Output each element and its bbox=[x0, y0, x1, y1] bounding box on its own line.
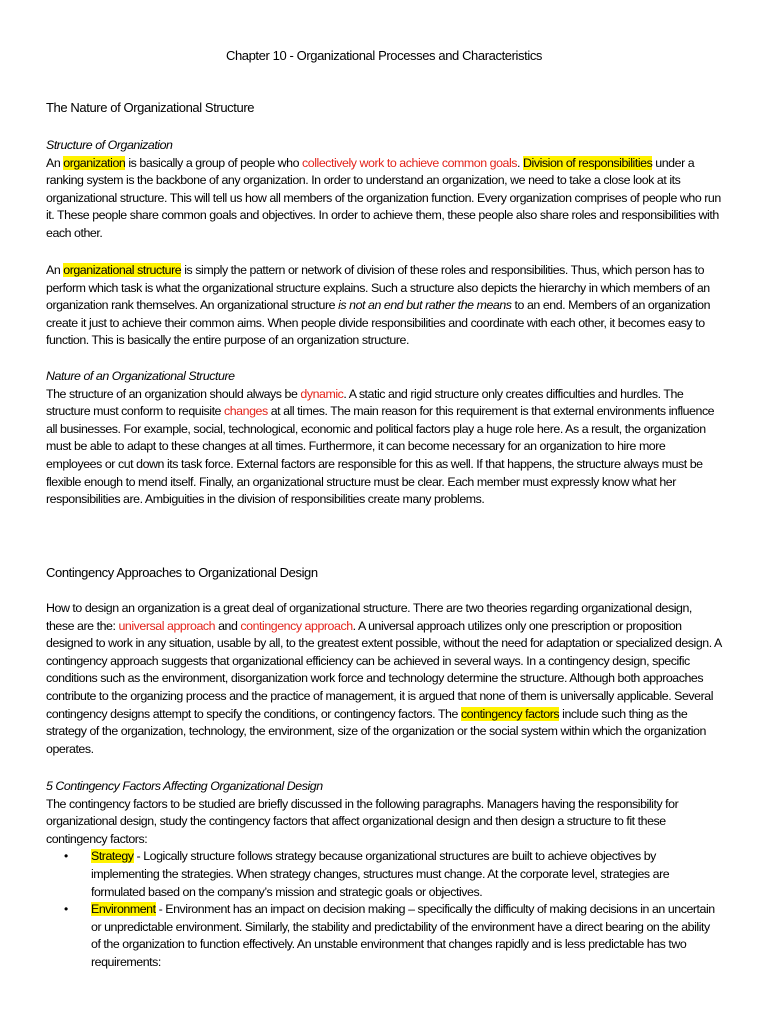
section-contingency-body-2 bbox=[46, 778, 722, 972]
section-heading-nature: The Nature of Organizational Structure bbox=[46, 100, 255, 115]
red-emphasis: changes bbox=[224, 404, 268, 419]
highlight: organizational structure bbox=[63, 263, 182, 277]
subheading-factors: 5 Contingency Factors Affecting Organizational Design bbox=[46, 779, 323, 793]
red-emphasis: universal approach bbox=[118, 618, 216, 633]
paragraph bbox=[46, 386, 722, 509]
text-run: . A universal approach utilizes only one prescription or proposition designed to work in any situation, usable by all, to the greatest extent possible, without the need for adaptation or specialized design. A contingency approach suggests that organizational efficiency can be achieved in several ways. In a contingency design, specific conditions such as the environment, disorganization work force and technology determine the structure. Although both approaches contribute to the organizing process and the practice of management, it is argued that none of them is universally applicable. Several contingency designs attempt to specify the conditions, or contingency factors. The bbox=[46, 618, 722, 721]
italic-emphasis: is not an end but rather the means bbox=[338, 298, 512, 313]
red-emphasis: contingency approach bbox=[240, 618, 353, 633]
section-contingency-body bbox=[46, 600, 722, 758]
paragraph: The contingency factors to be studied are briefly discussed in the following paragraphs. Managers having the responsibility for organizational design, study the contingency factors that affect organizational design and then design a structure to fit these contingency factors: bbox=[46, 796, 679, 846]
bullet-icon: • bbox=[64, 902, 68, 917]
subheading-nature: Nature of an Organizational Structure bbox=[46, 369, 235, 383]
highlight: Strategy bbox=[91, 849, 134, 864]
text-run: An bbox=[46, 155, 64, 170]
text-run: . A static and rigid structure only creates difficulties and hurdles. The structure must conform to requisite bbox=[46, 386, 684, 419]
red-emphasis: dynamic bbox=[300, 386, 344, 401]
highlight: Division of responsibilities bbox=[523, 155, 653, 170]
text-run: under a ranking system is the backbone of any organization. In order to understand an organization, we need to take a close look at its organizational structure. This will tell us how all members of the organization function. Every organization comprises of people who run it. These people share common goals and objectives. In order to achieve them, these people also share roles and responsibilities with each other. bbox=[46, 155, 721, 240]
red-emphasis: collectively work to achieve common goals bbox=[302, 155, 518, 170]
list-item bbox=[46, 901, 722, 971]
text-run: is simply the pattern or network of division of these roles and responsibilities. Thus, which person has to perform which task is what the organizational structure explains. Such a structure also depicts the hierarchy in which members of an organization rank themselves. An organizational structure bbox=[46, 263, 710, 313]
text-run: include such thing as the strategy of the organization, technology, the environment, size of the organization or the social system within which the organization operates. bbox=[46, 706, 706, 756]
text-run: An bbox=[46, 263, 64, 277]
subheading-structure: Structure of Organization bbox=[46, 138, 173, 152]
text-run: and bbox=[215, 618, 241, 633]
text-run: - Environment has an impact on decision making – specifically the difficulty of making decisions in an uncertain or unpredictable environment. Similarly, the stability and predictability of the environment have a direct bearing on the ability of the organization to function effectively. An unstable environment that changes rapidly and is less predictable has two requirements: bbox=[91, 902, 715, 969]
section-nature-body bbox=[46, 137, 722, 243]
highlight: organization bbox=[63, 155, 126, 170]
text-run: How to design an organization is a great deal of organizational structure. There are two theories regarding organizational design, these are the: bbox=[46, 601, 692, 633]
list-item bbox=[46, 848, 722, 901]
text-run: to an end. Members of an organization create it just to achieve their common aims. When people divide responsibilities and coordinate with each other, it becomes easy to function. This is basically the entire purpose of an organization structure. bbox=[46, 298, 711, 348]
text-run: . bbox=[517, 155, 524, 170]
paragraph bbox=[46, 600, 722, 758]
section-heading-contingency: Contingency Approaches to Organizational Design bbox=[46, 565, 318, 580]
paragraph bbox=[46, 262, 722, 350]
text-run: at all times. The main reason for this requirement is that external environments influence all businesses. For example, social, technological, economic and political factors play a huge role here. As a result, the organization must be able to adapt to these changes at all times. Furthermore, it can become necessary for an organization to hire more employees or cut down its task force. External factors are responsible for this as well. If that happens, the structure always must be flexible enough to mend itself. Finally, an organizational structure must be clear. Each member must expressly know what her responsibilities are. Ambiguities in the division of responsibilities create many problems. bbox=[46, 404, 715, 507]
section-nature-body-2 bbox=[46, 262, 722, 350]
highlight: contingency factors bbox=[460, 706, 560, 721]
text-run: The structure of an organization should always be bbox=[46, 386, 301, 401]
bullet-list bbox=[46, 848, 722, 971]
bullet-icon: • bbox=[64, 849, 68, 864]
text-run: is basically a group of people who bbox=[125, 155, 303, 170]
highlight: Environment bbox=[91, 902, 156, 917]
text-run: - Logically structure follows strategy because organizational structures are built to achieve objectives by implementing the strategies. When strategy changes, structures must change. At the corporate level, strategies are formulated based on the company’s mission and strategic goals or objectives. bbox=[91, 849, 670, 899]
page-title: Chapter 10 - Organizational Processes and Characteristics bbox=[225, 48, 543, 63]
section-nature-body-3 bbox=[46, 368, 722, 509]
paragraph bbox=[46, 155, 722, 243]
